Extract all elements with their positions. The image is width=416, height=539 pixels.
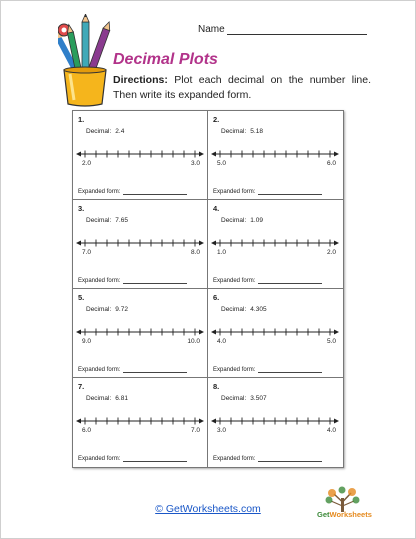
expanded-form-label: Expanded form: — [213, 278, 256, 284]
pencil-cup-icon — [58, 14, 112, 108]
directions — [113, 73, 371, 103]
expanded-form-row — [78, 366, 187, 373]
expanded-form-label: Expanded form: — [213, 189, 256, 195]
decimal-value: 6.81 — [115, 395, 128, 402]
expanded-form-row — [213, 366, 322, 373]
arrow-left-icon — [76, 152, 81, 157]
number-line[interactable] — [76, 237, 204, 249]
decimal-value: 7.65 — [115, 217, 128, 224]
logo-text — [317, 510, 372, 519]
decimal-row — [86, 306, 128, 313]
arrow-left-icon — [211, 330, 216, 335]
number-line-start-label: 7.0 — [82, 249, 92, 256]
expanded-form-row — [213, 277, 322, 284]
logo-text-get: Get — [317, 510, 330, 519]
expanded-form-label: Expanded form: — [78, 456, 121, 462]
arrow-right-icon — [199, 330, 204, 335]
number-line[interactable] — [211, 237, 339, 249]
decimal-label: Decimal: — [221, 217, 247, 224]
expanded-form-answer-line[interactable] — [123, 366, 187, 373]
arrow-right-icon — [334, 419, 339, 424]
decimal-row — [221, 128, 263, 135]
footer-link[interactable]: © GetWorksheets.com — [155, 503, 261, 515]
number-line-end-label: 6.0 — [326, 160, 336, 167]
expanded-form-answer-line[interactable] — [258, 188, 322, 195]
decimal-row — [86, 128, 124, 135]
problem-number: 5. — [78, 293, 85, 302]
name-line[interactable] — [227, 25, 367, 35]
number-line-start-label: 5.0 — [217, 160, 227, 167]
decimal-value: 4.305 — [250, 306, 267, 313]
expanded-form-label: Expanded form: — [213, 456, 256, 462]
number-line-end-label: 2.0 — [326, 249, 336, 256]
decimal-label: Decimal: — [86, 306, 112, 313]
decimal-row — [86, 217, 128, 224]
number-line-start-label: 2.0 — [82, 160, 92, 167]
problem-number: 4. — [213, 204, 220, 213]
decimal-row — [221, 217, 263, 224]
directions-text: Plot each decimal on the number line. Then write its expanded form. — [113, 74, 372, 101]
number-line-start-label: 6.0 — [82, 427, 92, 434]
number-line[interactable] — [76, 148, 204, 160]
number-line[interactable] — [211, 326, 339, 338]
problem-number: 7. — [78, 382, 85, 391]
number-line-end-label: 4.0 — [326, 427, 336, 434]
decimal-row — [221, 395, 267, 402]
page-title: Decimal Plots — [113, 51, 218, 68]
arrow-right-icon — [199, 241, 204, 246]
decimal-value: 5.18 — [250, 128, 263, 135]
expanded-form-answer-line[interactable] — [258, 277, 322, 284]
problem-cell — [73, 289, 208, 378]
expanded-form-answer-line[interactable] — [258, 455, 322, 462]
expanded-form-label: Expanded form: — [78, 278, 121, 284]
arrow-left-icon — [76, 419, 81, 424]
number-line[interactable] — [76, 415, 204, 427]
number-line-end-label: 8.0 — [190, 249, 200, 256]
arrow-right-icon — [334, 152, 339, 157]
name-label: Name — [198, 24, 225, 35]
decimal-label: Decimal: — [221, 395, 247, 402]
decimal-label: Decimal: — [86, 128, 112, 135]
expanded-form-label: Expanded form: — [78, 189, 121, 195]
decimal-label: Decimal: — [221, 306, 247, 313]
problem-cell — [73, 200, 208, 289]
problem-grid — [72, 110, 344, 468]
problem-cell — [208, 111, 343, 200]
expanded-form-row — [213, 188, 322, 195]
problem-cell — [73, 111, 208, 200]
number-line-end-label: 5.0 — [326, 338, 336, 345]
number-line-start-label: 9.0 — [82, 338, 92, 345]
arrow-right-icon — [199, 419, 204, 424]
expanded-form-answer-line[interactable] — [123, 455, 187, 462]
decimal-row — [221, 306, 267, 313]
expanded-form-row — [213, 455, 322, 462]
problem-number: 6. — [213, 293, 220, 302]
problem-number: 8. — [213, 382, 220, 391]
problem-number: 2. — [213, 115, 220, 124]
expanded-form-row — [78, 188, 187, 195]
decimal-label: Decimal: — [86, 217, 112, 224]
arrow-right-icon — [199, 152, 204, 157]
problem-number: 1. — [78, 115, 85, 124]
arrow-left-icon — [76, 330, 81, 335]
problem-cell — [73, 378, 208, 467]
directions-label: Directions: — [113, 74, 168, 86]
number-line-end-label: 10.0 — [187, 338, 200, 345]
number-line-start-label: 3.0 — [217, 427, 227, 434]
arrow-left-icon — [211, 241, 216, 246]
decimal-label: Decimal: — [221, 128, 247, 135]
expanded-form-answer-line[interactable] — [258, 366, 322, 373]
problem-cell — [208, 200, 343, 289]
expanded-form-label: Expanded form: — [78, 367, 121, 373]
arrow-right-icon — [334, 330, 339, 335]
decimal-value: 2.4 — [115, 128, 125, 135]
arrow-right-icon — [334, 241, 339, 246]
arrow-left-icon — [76, 241, 81, 246]
tree-logo-icon — [316, 486, 372, 526]
number-line-end-label: 3.0 — [190, 160, 200, 167]
expanded-form-row — [78, 277, 187, 284]
problem-cell — [208, 289, 343, 378]
number-line[interactable] — [211, 148, 339, 160]
decimal-label: Decimal: — [86, 395, 112, 402]
name-field[interactable] — [198, 24, 367, 35]
problem-number: 3. — [78, 204, 85, 213]
arrow-left-icon — [211, 152, 216, 157]
problem-cell — [208, 378, 343, 467]
decimal-value: 1.09 — [250, 217, 263, 224]
number-line-start-label: 1.0 — [217, 249, 227, 256]
logo-text-worksheets: Worksheets — [329, 510, 372, 519]
expanded-form-answer-line[interactable] — [123, 188, 187, 195]
number-line-end-label: 7.0 — [190, 427, 200, 434]
expanded-form-answer-line[interactable] — [123, 277, 187, 284]
expanded-form-row — [78, 455, 187, 462]
number-line[interactable] — [211, 415, 339, 427]
decimal-row — [86, 395, 128, 402]
decimal-value: 9.72 — [115, 306, 128, 313]
arrow-left-icon — [211, 419, 216, 424]
number-line-start-label: 4.0 — [217, 338, 227, 345]
decimal-value: 3.507 — [250, 395, 267, 402]
expanded-form-label: Expanded form: — [213, 367, 256, 373]
number-line[interactable] — [76, 326, 204, 338]
